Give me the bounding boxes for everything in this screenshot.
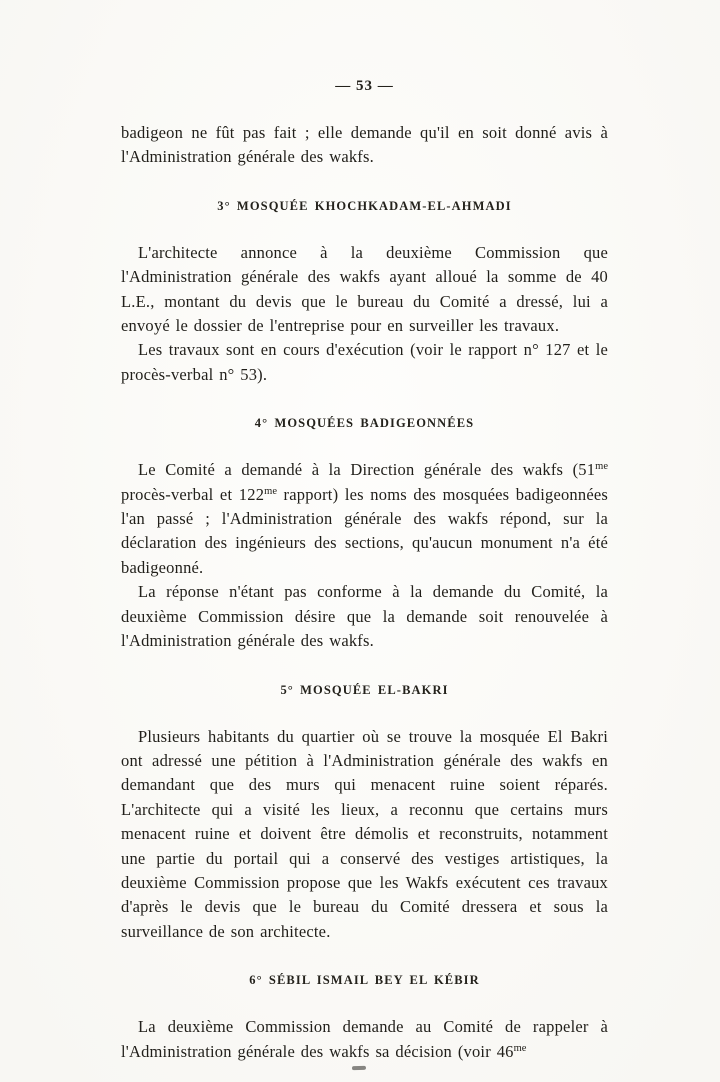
paragraph-reponse-non-conforme: La réponse n'étant pas conforme à la demande du Comité, la deuxième Commission désire que la demande soit renouvelée à l'Administration générale des wakfs. (121, 582, 608, 651)
section-heading-6-sebil-ismail-bey: 6° SÉBIL ISMAIL BEY EL KÉBIR (249, 973, 480, 988)
paragraph-comite-demande (121, 458, 608, 580)
page-number: — 53 — (335, 78, 394, 94)
paragraph-text: La deuxième Commission demande au Comité de rappeler à l'Administration générale des wakfs sa décision (voir 46 (121, 1017, 608, 1061)
superscript-ordinal: me (513, 1042, 527, 1054)
paragraph-text: procès-verbal et 122 (121, 484, 265, 504)
paragraph-plusieurs-habitants: Plusieurs habitants du quartier où se trouve la mosquée El Bakri ont adressé une pétition à l'Administration générale des wakfs en demandant que des murs qui menacent ruine soient réparés. L'architecte qui a visité les lieux, a reconnu que certains murs menacent ruine et doivent être démolis et reconstruits, notamment une partie du portail qui a conservé des vestiges artistiques, la deuxième Commission propose que les Wakfs exécutent ces travaux d'après le devis que le bureau du Comité dressera et sous la surveillance de son architecte. (121, 726, 608, 941)
section-heading-3-mosquee-khochkadam: 3° MOSQUÉE KHOCHKADAM-EL-AHMADI (217, 198, 512, 213)
superscript-ordinal: me (264, 485, 277, 497)
paragraph-architecte-annonce: L'architecte annonce à la deuxième Commission que l'Administration générale des wakfs ayant alloué la somme de 40 L.E., montant du devis que le bureau du Comité a dressé, lui a envoyé le dossier de l'entreprise pour en surveiller les travaux. (121, 242, 608, 336)
paragraph-continuation: badigeon ne fût pas fait ; elle demande qu'il en soit donné avis à l'Administration générale des wakfs. (121, 123, 608, 167)
paragraph-text: Le Comité a demandé à la Direction générale des wakfs (51 (138, 460, 596, 480)
superscript-ordinal: me (595, 461, 608, 473)
paragraph-deuxieme-commission-rappel (121, 1015, 608, 1064)
paragraph-text: rapport) les noms des mosquées badigeonnées l'an passé ; l'Administration générale des wakfs répond, sur la déclaration des ingénieurs des sections, qu'aucun monument n'a été badigeonné. (121, 484, 608, 577)
section-heading-4-mosquees-badigeonnees: 4° MOSQUÉES BADIGEONNÉES (254, 416, 475, 431)
scan-artifact-mark (352, 1066, 366, 1070)
paragraph-travaux-en-cours: Les travaux sont en cours d'exécution (voir le rapport n° 127 et le procès-verbal n° 53). (121, 340, 608, 384)
section-heading-5-mosquee-el-bakri: 5° MOSQUÉE EL-BAKRI (280, 682, 449, 697)
